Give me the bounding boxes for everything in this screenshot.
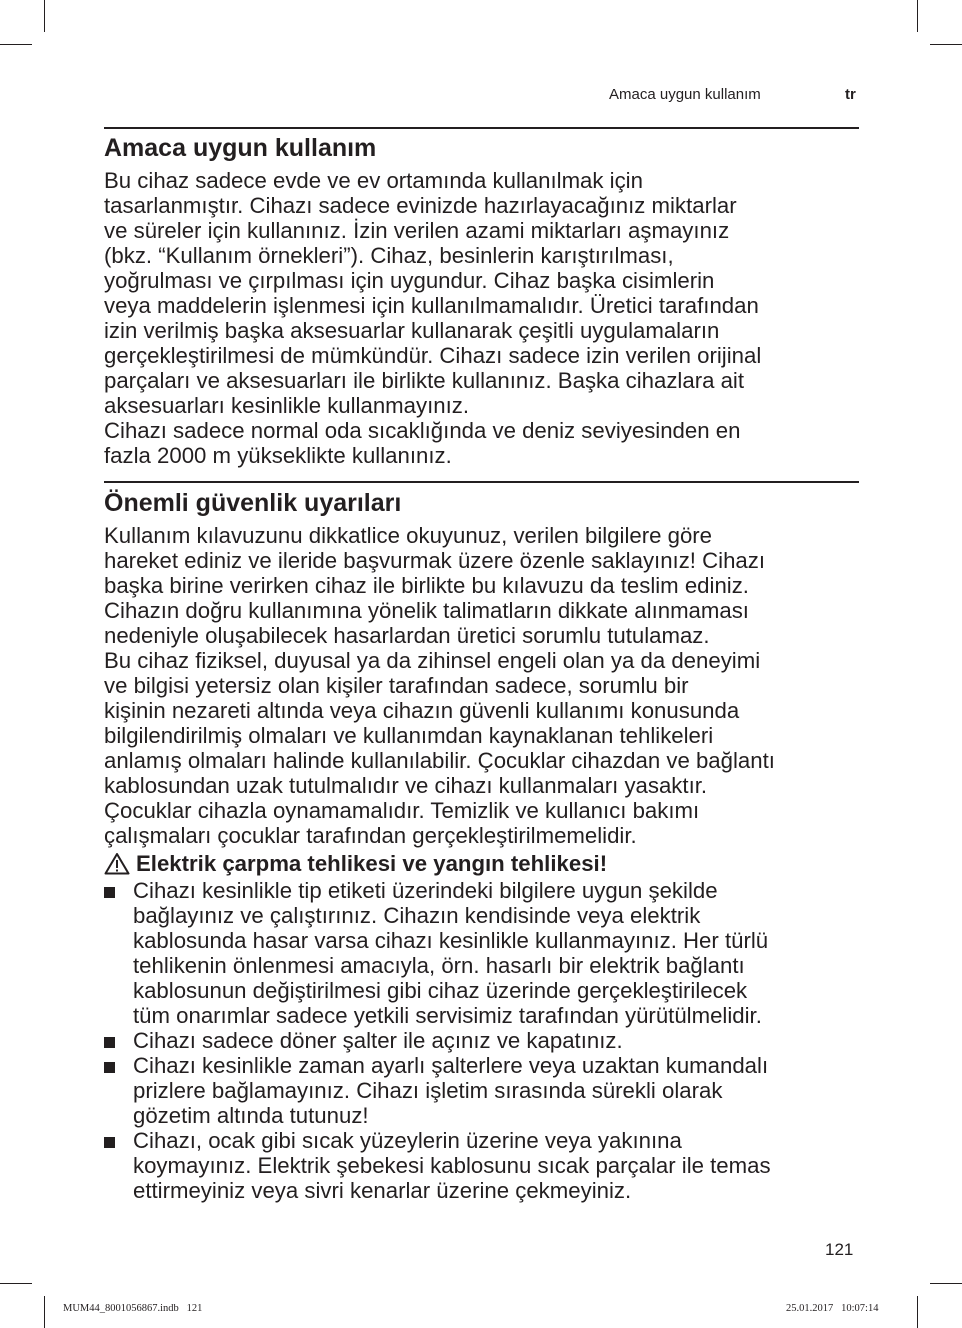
crop-mark bbox=[917, 0, 918, 32]
warning-title: Elektrik çarpma tehlikesi ve yangın tehlikesi! bbox=[136, 851, 608, 876]
bullet-square-icon bbox=[104, 1137, 115, 1148]
crop-mark bbox=[0, 1283, 32, 1284]
list-item bbox=[104, 878, 864, 1028]
bullet-text: Cihazı kesinlikle tip etiketi üzerindeki bilgilere uygun şekilde bağlayınız ve çalıştırınız. Cihazın kendisinde veya elektrik kablosunda hasar varsa cihazı kesinlikle kullanmayınız. Her türlü tehlikenin önlenmesi amacıyla, örn. hasarlı bir elektrik bağlantı kablosunun değiştirilmesi gibi cihaz üzerinde gerçekleştirilecek tüm onarımlar sadece yetkili servisimiz tarafından yürütülmelidir. bbox=[133, 878, 769, 1028]
section-divider bbox=[104, 481, 859, 483]
crop-mark bbox=[930, 44, 962, 45]
print-slug-timestamp: 25.01.2017 10:07:14 bbox=[786, 1303, 879, 1314]
crop-mark bbox=[0, 44, 32, 45]
language-code: tr bbox=[845, 86, 856, 103]
bullet-square-icon bbox=[104, 1037, 115, 1048]
running-header-title: Amaca uygun kullanım bbox=[609, 86, 761, 103]
list-item bbox=[104, 1128, 864, 1203]
crop-mark bbox=[44, 0, 45, 32]
warning-bullet-list bbox=[104, 878, 864, 1203]
section-divider bbox=[104, 127, 859, 129]
list-item bbox=[104, 1053, 864, 1128]
section-heading-safety: Önemli güvenlik uyarıları bbox=[104, 489, 402, 517]
bullet-text: Cihazı, ocak gibi sıcak yüzeylerin üzerine veya yakınına koymayınız. Elektrik şebekesi kablosunu sıcak parçalar ile temas ettirmeyiniz veya sivri kenarlar üzerine çekmeyiniz. bbox=[133, 1128, 771, 1203]
bullet-text: Cihazı kesinlikle zaman ayarlı şalterlere veya uzaktan kumandalı prizlere bağlamayınız. Cihazı işletim sırasında sürekli olarak gözetim altında tutunuz! bbox=[133, 1053, 769, 1128]
intended-use-paragraph: Bu cihaz sadece evde ve ev ortamında kullanılmak için tasarlanmıştır. Cihazı sadece evinizde hazırlayacağınız miktarlar ve süreler için kullanınız. İzin verilen azami miktarları aşmayınız (bkz. “Kullanım örnekleri”). Cihaz, besinlerin karıştırılması, yoğrulması ve çırpılması için uygundur. Cihaz başka cisimlerin veya maddelerin işlenmesi için kullanılmamalıdır. Üretici tarafından izin verilmiş başka aksesuarlar kullanarak çeşitli uygulamaların gerçekleştirilmesi de mümkündür. Cihazı sadece izin verilen orijinal parçaları ve aksesuarları ile birlikte kullanınız. Başka cihazlara ait aksesuarları kesinlikle kullanmayınız. Cihazı sadece normal oda sıcaklığında ve deniz seviyesinden en fazla 2000 m yükseklikte kullanınız. bbox=[104, 168, 762, 468]
section-heading-intended-use: Amaca uygun kullanım bbox=[104, 134, 377, 162]
page-number: 121 bbox=[825, 1240, 854, 1259]
list-item bbox=[104, 1028, 864, 1053]
bullet-text: Cihazı sadece döner şalter ile açınız ve kapatınız. bbox=[133, 1028, 623, 1053]
crop-mark bbox=[44, 1296, 45, 1328]
print-slug-file: MUM44_8001056867.indb 121 bbox=[63, 1303, 203, 1314]
crop-mark bbox=[917, 1296, 918, 1328]
warning-triangle-icon bbox=[104, 852, 130, 875]
bullet-square-icon bbox=[104, 1062, 115, 1073]
crop-mark bbox=[930, 1283, 962, 1284]
safety-paragraph: Kullanım kılavuzunu dikkatlice okuyunuz, verilen bilgilere göre hareket ediniz ve ileride başvurmak üzere özenle saklayınız! Cihazı başka birine verirken cihaz ile birlikte bu kılavuzu da teslim ediniz. Cihazın doğru kullanımına yönelik talimatların dikkate alınmaması nedeniyle oluşabilecek hasarlardan üretici sorumlu tutulamaz. Bu cihaz fiziksel, duyusal ya da zihinsel engeli olan ya da deneyimi ve bilgisi yetersiz olan kişiler tarafından sadece, sorumlu bir kişinin nezareti altında veya cihazın güvenli kullanımı konusunda bilgilendirilmiş olmaları ve kullanımdan kaynaklanan tehlikeleri anlamış olmaları halinde kullanılabilir. Çocuklar cihazdan ve bağlantı kablosundan uzak tutulmalıdır ve cihazı kullanmaları yasaktır. Çocuklar cihazla oynamamalıdır. Temizlik ve kullanıcı bakımı çalışmaları çocuklar tarafından gerçekleştirilmemelidir. bbox=[104, 523, 775, 848]
bullet-square-icon bbox=[104, 887, 115, 898]
warning-heading bbox=[104, 851, 607, 876]
